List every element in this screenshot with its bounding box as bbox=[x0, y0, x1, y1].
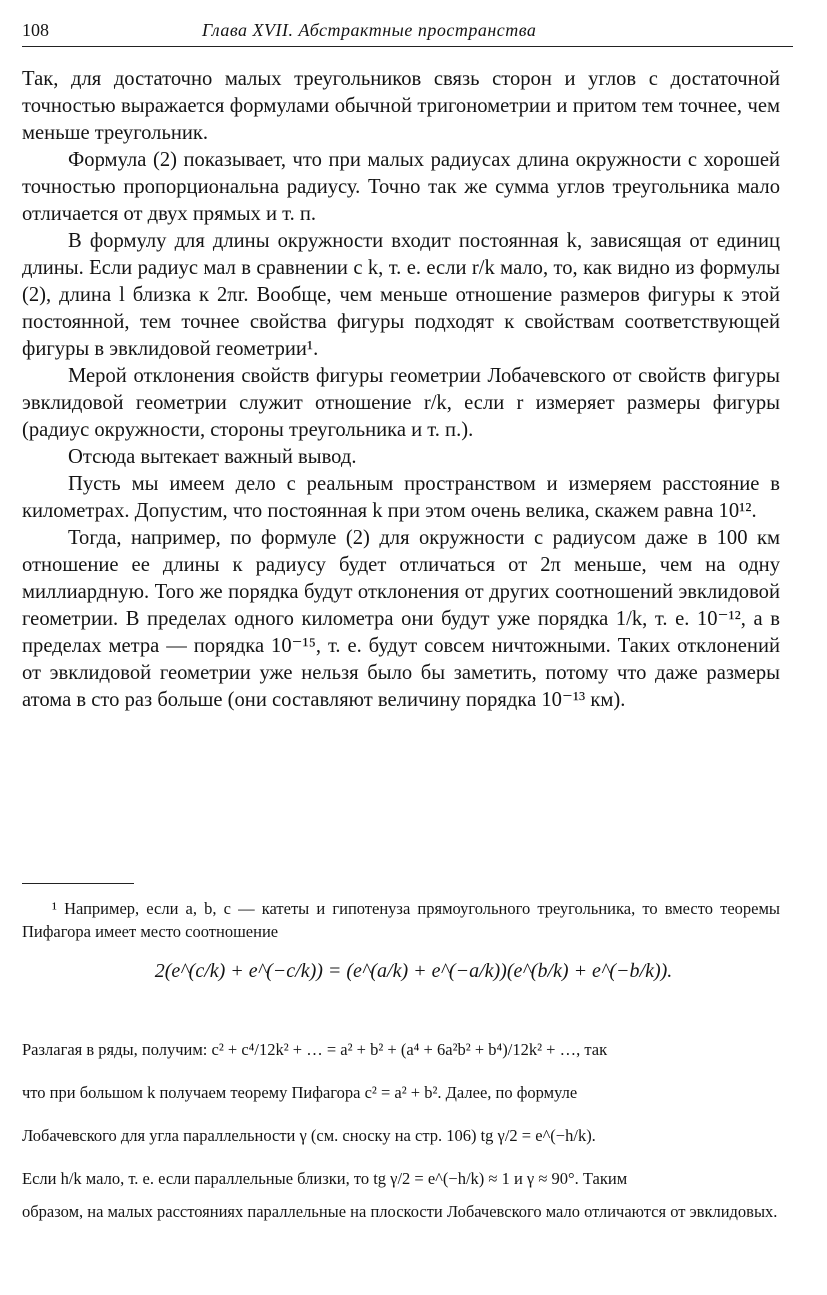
paragraph-6: Пусть мы имеем дело с реальным пространством и измеряем расстояние в километрах. Допустим, что постоянная k при этом очень велика, скажем равна 10¹². bbox=[22, 473, 780, 522]
page-header bbox=[22, 18, 793, 47]
paragraph-1: Так, для достаточно малых треугольников связь сторон и углов с достаточной точностью выражается формулами обычной тригонометрии и притом тем точнее, чем меньше треугольник. bbox=[22, 68, 780, 144]
footnote-series-line: Разлагая в ряды, получим: c² + c⁴/12k² + … = a² + b² + (a⁴ + 6a²b² + b⁴)/12k² + …, так bbox=[22, 1040, 608, 1059]
main-text bbox=[22, 66, 780, 714]
paragraph-5: Отсюда вытекает важный вывод. bbox=[68, 446, 357, 468]
paragraph-2: Формула (2) показывает, что при малых радиусах длина окружности с хорошей точностью пропорциональна радиусу. Точно так же сумма углов треугольника мало отличается от двух прямых и т. п. bbox=[22, 149, 780, 225]
footnote-line-5: образом, на малых расстояниях параллельные на плоскости Лобачевского мало отличаются от эвклидовых. bbox=[22, 1202, 778, 1221]
paragraph-7: Тогда, например, по формуле (2) для окружности с радиусом даже в 100 км отношение ее длины к радиусу будет отличаться от 2π меньше, чем на одну миллиардную. Того же порядка будут отклонения от других соотношений эвклидовой геометрии. В пределах одного километра они будут уже порядка 1/k, т. е. 10⁻¹², а в пределах метра — порядка 10⁻¹⁵, т. е. будут совсем ничтожными. Таких отклонений от эвклидовой геометрии уже нельзя было бы заметить, потому что даже размеры атома в сто раз больше (они составляют величину порядка 10⁻¹³ км). bbox=[22, 527, 780, 711]
footnote-formula: 2(e^(c/k) + e^(−c/k)) = (e^(a/k) + e^(−a/k))(e^(b/k) + e^(−b/k)). bbox=[154, 960, 673, 982]
paragraph-4: Мерой отклонения свойств фигуры геометрии Лобачевского от свойств фигуры эвклидовой геометрии служит отношение r/k, если r измеряет размеры фигуры (радиус окружности, стороны треугольника и т. п.). bbox=[22, 365, 780, 441]
page-number: 108 bbox=[22, 20, 49, 40]
footnote-intro: ¹ Например, если a, b, c — катеты и гипотенуза прямоугольного треугольника, то вместо теоремы Пифагора имеет место соотношение bbox=[22, 899, 780, 941]
footnote-line-2: что при большом k получаем теорему Пифагора c² = a² + b². Далее, по формуле bbox=[22, 1083, 578, 1102]
footnote-continuation bbox=[22, 1028, 780, 1223]
footnote bbox=[22, 897, 780, 943]
paragraph-3: В формулу для длины окружности входит постоянная k, зависящая от единиц длины. Если радиус мал в сравнении с k, т. е. если r/k мало, то, как видно из формулы (2), длина l близка к 2πr. Вообще, чем меньше отношение размеров фигуры к этой постоянной, тем точнее свойства фигуры подходят к свойствам соответствующей фигуры в эвклидовой геометрии¹. bbox=[22, 230, 780, 360]
running-title: Глава XVII. Абстрактные пространства bbox=[202, 20, 537, 40]
footnote-line-4: Если h/k мало, т. е. если параллельные близки, то tg γ/2 = e^(−h/k) ≈ 1 и γ ≈ 90°. Таким bbox=[22, 1169, 628, 1188]
footnote-divider bbox=[22, 883, 134, 884]
footnote-line-3: Лобачевского для угла параллельности γ (см. сноску на стр. 106) tg γ/2 = e^(−h/k). bbox=[22, 1126, 596, 1145]
